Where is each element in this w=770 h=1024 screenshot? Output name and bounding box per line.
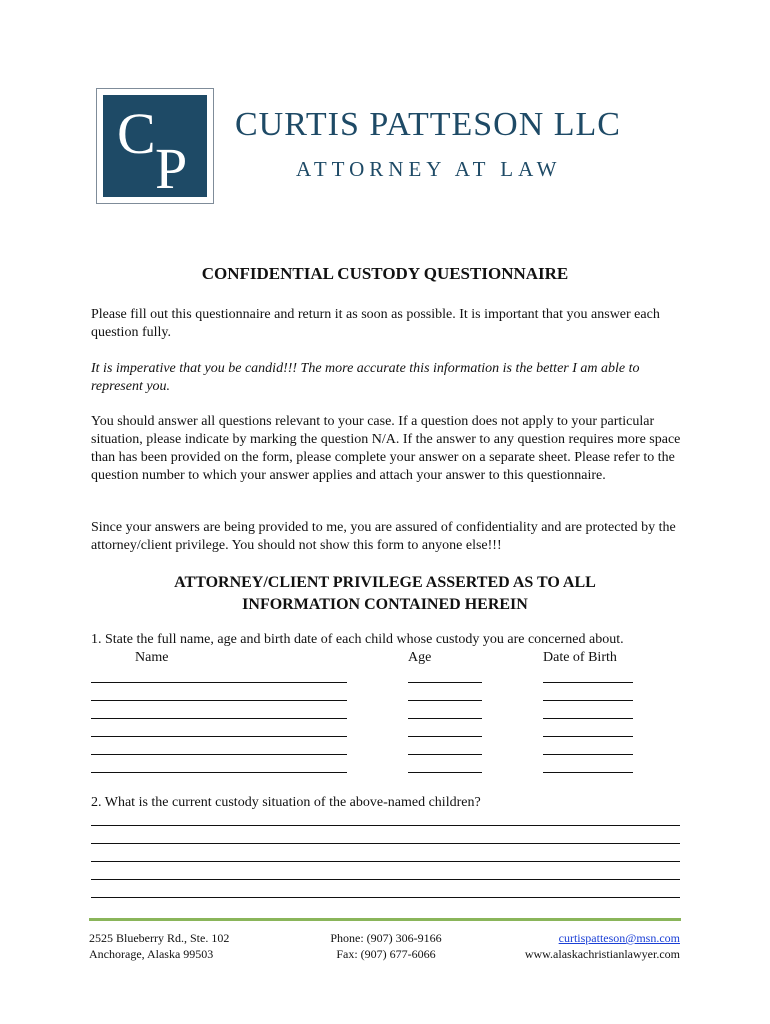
date-of-birth-blank[interactable] <box>543 736 633 737</box>
logo-letter-p: P <box>155 136 188 201</box>
name-blank[interactable] <box>91 772 347 773</box>
answer-line[interactable] <box>91 861 680 862</box>
footer-email-link[interactable]: curtispatteson@msn.com <box>558 931 680 945</box>
answer-line[interactable] <box>91 843 680 844</box>
logo-letter-c: C <box>117 101 156 166</box>
date-of-birth-blank[interactable] <box>543 718 633 719</box>
name-blank[interactable] <box>91 754 347 755</box>
footer-address-line2: Anchorage, Alaska 99503 <box>89 947 214 961</box>
column-label-name: Name <box>135 650 169 665</box>
footer-website: www.alaskachristianlawyer.com <box>524 947 680 961</box>
column-label-age: Age <box>408 650 432 665</box>
date-of-birth-blank[interactable] <box>543 754 633 755</box>
date-of-birth-blank[interactable] <box>543 682 633 683</box>
question-1-text: 1. State the full name, age and birth date of each child whose custody you are concerned about. <box>91 632 624 647</box>
firm-logo <box>96 88 214 204</box>
name-blank[interactable] <box>91 736 347 737</box>
confidentiality-paragraph: Since your answers are being provided to me, you are assured of confidentiality and are protected by the attorney/client privilege. You should not show this form to anyone else!!! <box>91 520 676 553</box>
footer-fax: Fax: (907) 677-6066 <box>336 947 436 961</box>
footer-rule <box>89 918 681 921</box>
intro-paragraph: Please fill out this questionnaire and return it as soon as possible. It is important that you answer each question fully. <box>91 307 660 340</box>
footer-phone: Phone: (907) 306-9166 <box>330 931 442 945</box>
firm-subtitle: ATTORNEY AT LAW <box>296 157 562 181</box>
name-blank[interactable] <box>91 718 347 719</box>
candid-paragraph: It is imperative that you be candid!!! The more accurate this information is the better I am able to represent you. <box>91 361 640 394</box>
instructions-paragraph: You should answer all questions relevant to your case. If a question does not apply to your particular situation, please indicate by marking the question N/A. If the answer to any question requires more space than has been provided on the form, please complete your answer on a separate sheet. Please refer to the question number to which your answer applies and attach your answer to this questionnaire. <box>91 414 681 483</box>
date-of-birth-blank[interactable] <box>543 772 633 773</box>
age-blank[interactable] <box>408 772 482 773</box>
name-blank[interactable] <box>91 682 347 683</box>
age-blank[interactable] <box>408 682 482 683</box>
date-of-birth-blank[interactable] <box>543 700 633 701</box>
answer-line[interactable] <box>91 879 680 880</box>
age-blank[interactable] <box>408 700 482 701</box>
column-label-date-of-birth: Date of Birth <box>543 650 617 665</box>
name-blank[interactable] <box>91 700 347 701</box>
age-blank[interactable] <box>408 718 482 719</box>
document-title: CONFIDENTIAL CUSTODY QUESTIONNAIRE <box>201 264 569 283</box>
logo-monogram-background <box>103 95 207 201</box>
privilege-heading-line2: INFORMATION CONTAINED HEREIN <box>242 596 528 613</box>
footer-address-line1: 2525 Blueberry Rd., Ste. 102 <box>89 931 230 945</box>
privilege-heading-line1: ATTORNEY/CLIENT PRIVILEGE ASSERTED AS TO ALL <box>174 574 596 591</box>
age-blank[interactable] <box>408 736 482 737</box>
firm-name: CURTIS PATTESON LLC <box>235 106 621 143</box>
answer-line[interactable] <box>91 897 680 898</box>
age-blank[interactable] <box>408 754 482 755</box>
question-2-text: 2. What is the current custody situation of the above-named children? <box>91 795 481 810</box>
answer-line[interactable] <box>91 825 680 826</box>
